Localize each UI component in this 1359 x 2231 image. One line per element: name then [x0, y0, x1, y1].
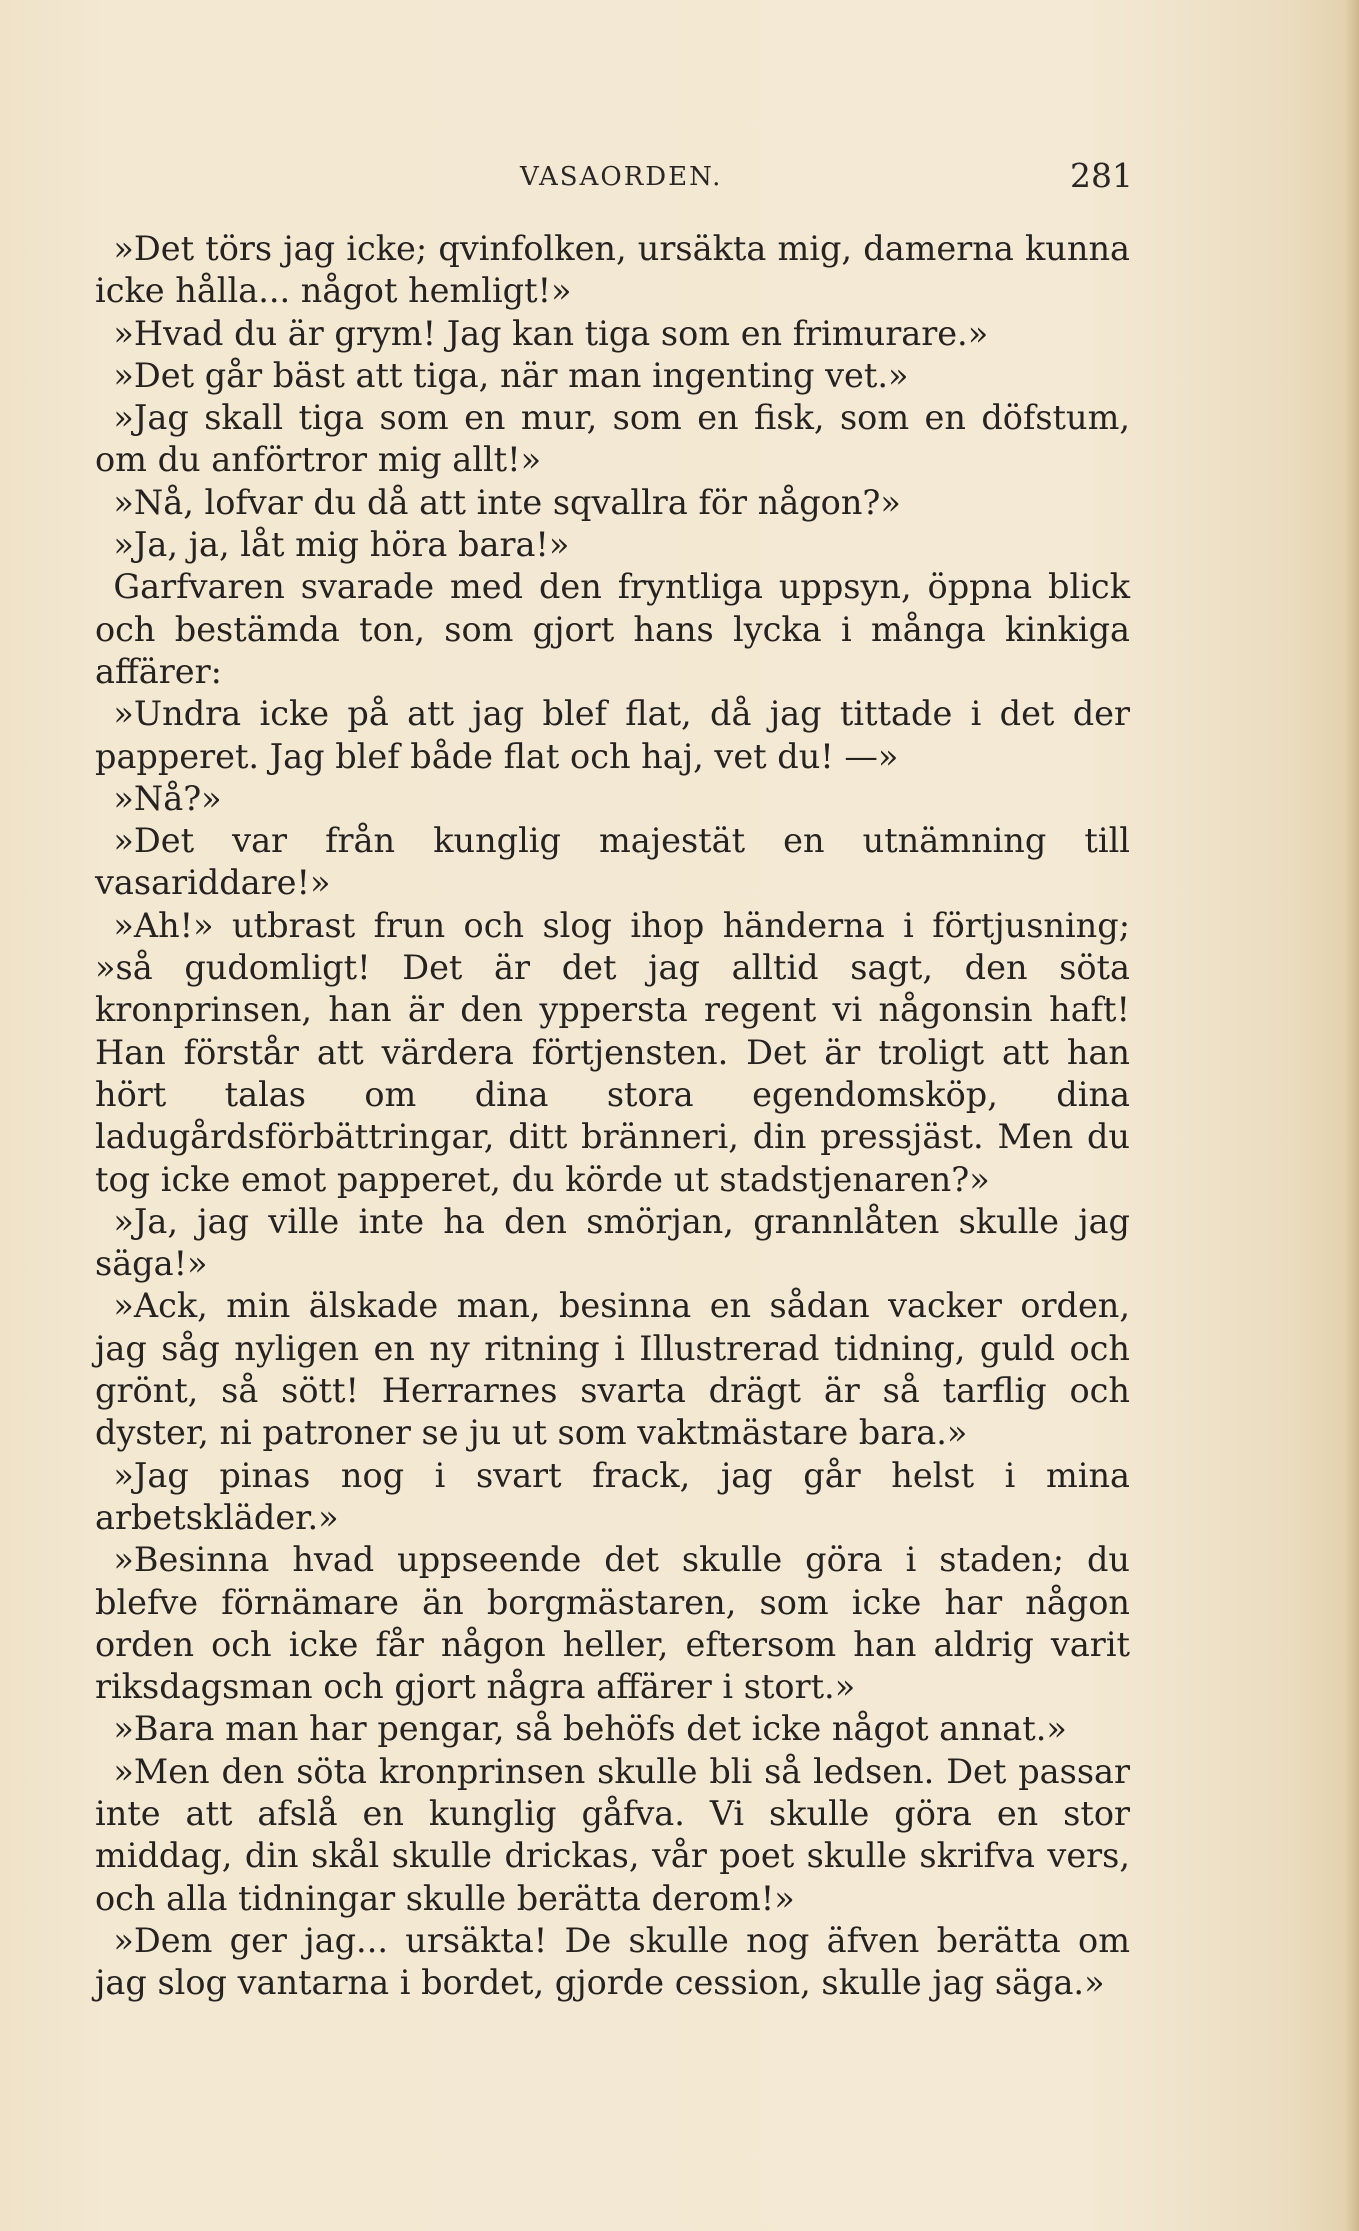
page-number: 281: [1070, 156, 1133, 195]
page-edge-shadow: [1345, 0, 1359, 2231]
paragraph-4: »Jag skall tiga som en mur, som en fisk, som en döfstum, om du anförtror mig allt!»: [95, 398, 1130, 480]
paragraph-12: »Ja, jag ville inte ha den smörjan, grannlåten skulle jag säga!»: [95, 1201, 1130, 1284]
paragraph-17: »Men den söta kronprinsen skulle bli så ledsen. Det passar inte att afslå en kunglig gåfva. Vi skulle göra en stor middag, din skål skulle drickas, vår poet skulle skrifva vers, och alla tidningar skulle berätta derom!»: [95, 1751, 1130, 1918]
paragraph-3: »Det går bäst att tiga, när man ingenting vet.»: [113, 355, 909, 395]
paragraph-9: »Nå?»: [113, 778, 222, 818]
paragraph-7: Garfvaren svarade med den fryntliga uppsyn, öppna blick och bestämda ton, som gjort hans lycka i många kinkiga affärer:: [95, 567, 1130, 691]
paragraph-2: »Hvad du är grym! Jag kan tiga som en frimurare.»: [113, 313, 989, 353]
body-text: [95, 228, 1130, 2004]
paragraph-16: »Bara man har pengar, så behöfs det icke något annat.»: [113, 1709, 1067, 1749]
paragraph-18: »Dem ger jag... ursäkta! De skulle nog äfven berätta om jag slog vantarna i bordet, gjorde cession, skulle jag säga.»: [95, 1920, 1130, 2003]
paragraph-13: »Ack, min älskade man, besinna en sådan vacker orden, jag såg nyligen en ny ritning i Illustrerad tidning, guld och grönt, så sött! Herrarnes svarta drägt är så tarflig och dyster, ni patroner se ju ut som vaktmästare bara.»: [95, 1286, 1130, 1453]
paragraph-11: »Ah!» utbrast frun och slog ihop händerna i förtjusning; »så gudomligt! Det är det jag alltid sagt, den söta kronprinsen, han är den yppersta regent vi någonsin haft! Han förstår att värdera förtjensten. Det är troligt att han hört talas om dina stora egendomsköp, dina ladugårdsförbättringar, ditt bränneri, din pressjäst. Men du tog icke emot papperet, du körde ut stadstjenaren?»: [95, 905, 1130, 1199]
paragraph-6: »Ja, ja, låt mig höra bara!»: [113, 525, 570, 565]
paragraph-15: »Besinna hvad uppseende det skulle göra i staden; du blefve förnämare än borgmästaren, som icke har någon orden och icke får någon heller, eftersom han aldrig varit riksdagsman och gjort några affärer i stort.»: [95, 1540, 1130, 1707]
paragraph-8: »Undra icke på att jag blef flat, då jag tittade i det der papperet. Jag blef både flat och haj, vet du! —»: [95, 694, 1130, 776]
paragraph-5: »Nå, lofvar du då att inte sqvallra för någon?»: [113, 482, 901, 522]
paragraph-10: »Det var från kunglig majestät en utnämning till vasariddare!»: [95, 821, 1130, 903]
running-head: VASAORDEN.: [520, 162, 723, 192]
paragraph-14: »Jag pinas nog i svart frack, jag går helst i mina arbetskläder.»: [95, 1455, 1130, 1537]
paragraph-1: »Det törs jag icke; qvinfolken, ursäkta mig, damerna kunna icke hålla... något hemligt!»: [95, 229, 1130, 311]
page-header: [95, 156, 1133, 202]
